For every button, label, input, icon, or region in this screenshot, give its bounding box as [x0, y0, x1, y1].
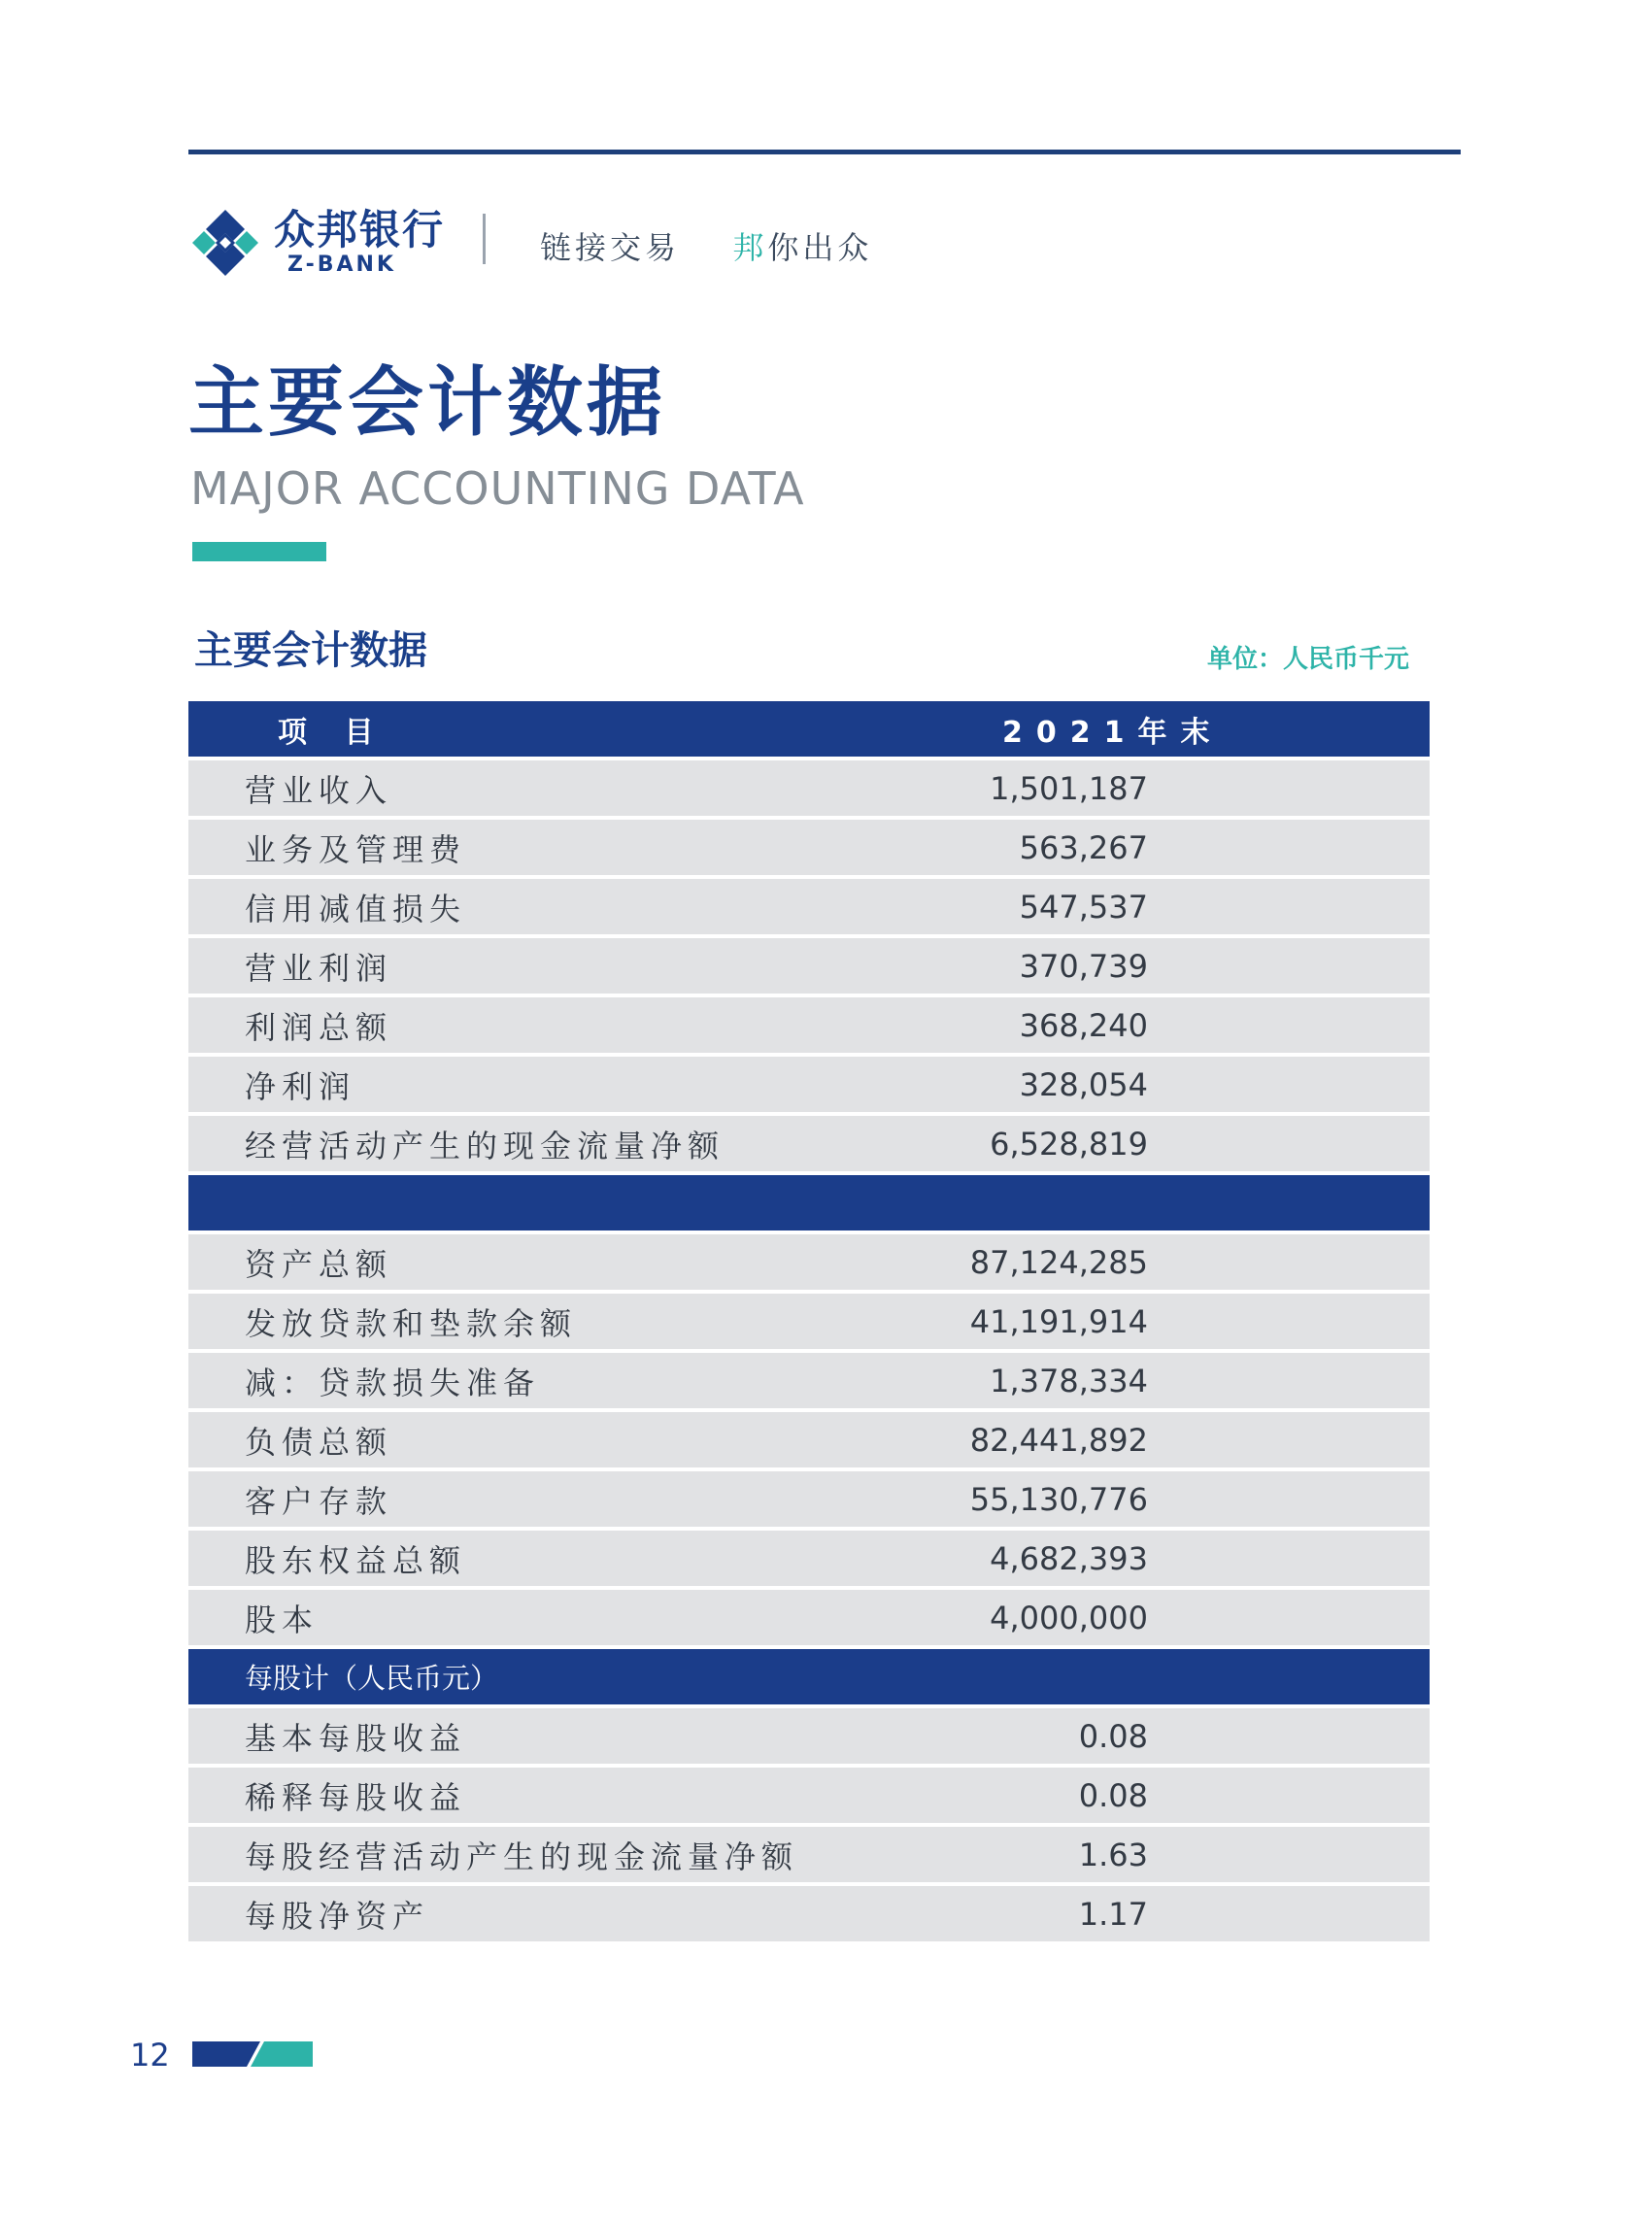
row-value: 0.08 — [864, 1768, 1430, 1823]
row-value: 41,191,914 — [864, 1294, 1430, 1349]
section-title: 主要会计数据 — [194, 628, 427, 673]
row-label: 股东权益总额 — [188, 1531, 864, 1586]
row-value: 563,267 — [864, 820, 1430, 875]
row-value: 368,240 — [864, 997, 1430, 1053]
section-band — [188, 1175, 1430, 1230]
logo-chinese-name: 众邦银行 — [274, 206, 446, 253]
table-row — [188, 1234, 1430, 1290]
brand-divider — [483, 214, 486, 264]
row-label: 营业收入 — [188, 760, 864, 816]
row-label: 减：贷款损失准备 — [188, 1353, 864, 1408]
row-value: 1,501,187 — [864, 760, 1430, 816]
row-value: 55,130,776 — [864, 1471, 1430, 1527]
table-row — [188, 1471, 1430, 1527]
row-label: 利润总额 — [188, 997, 864, 1053]
table-row — [188, 1353, 1430, 1408]
table-row — [188, 997, 1430, 1053]
row-label: 经营活动产生的现金流量净额 — [188, 1116, 864, 1171]
row-label: 发放贷款和垫款余额 — [188, 1294, 864, 1349]
slogan-part2: 你出众 — [767, 229, 873, 266]
section-band-cell — [188, 1175, 1430, 1230]
row-value: 4,682,393 — [864, 1531, 1430, 1586]
slogan — [540, 223, 872, 268]
row-label: 稀释每股收益 — [188, 1768, 864, 1823]
table-row — [188, 820, 1430, 875]
table-row — [188, 1057, 1430, 1112]
page-title: 主要会计数据 — [188, 359, 667, 447]
footer-accent-icon — [192, 2041, 313, 2067]
table-row — [188, 1412, 1430, 1467]
header-value: 2021年末 — [864, 701, 1430, 757]
per-share-section-title: 每股计（人民币元） — [188, 1649, 1430, 1704]
table-row — [188, 1116, 1430, 1171]
row-value: 82,441,892 — [864, 1412, 1430, 1467]
row-label: 资产总额 — [188, 1234, 864, 1290]
page-number: 12 — [130, 2037, 170, 2073]
unit-label: 单位：人民币千元 — [1206, 645, 1409, 674]
row-label: 每股经营活动产生的现金流量净额 — [188, 1827, 864, 1882]
row-value: 1,378,334 — [864, 1353, 1430, 1408]
table-row — [188, 879, 1430, 934]
table-row — [188, 760, 1430, 816]
row-value: 4,000,000 — [864, 1590, 1430, 1645]
table-row — [188, 1768, 1430, 1823]
slogan-part1: 链接交易 — [540, 229, 681, 266]
accounting-data-table — [188, 697, 1430, 1945]
row-label: 每股净资产 — [188, 1886, 864, 1941]
table-row — [188, 938, 1430, 994]
section-band-per-share — [188, 1649, 1430, 1704]
top-rule — [188, 150, 1461, 154]
row-label: 基本每股收益 — [188, 1708, 864, 1764]
row-label: 负债总额 — [188, 1412, 864, 1467]
row-label: 业务及管理费 — [188, 820, 864, 875]
table-row — [188, 1531, 1430, 1586]
row-value: 87,124,285 — [864, 1234, 1430, 1290]
row-value: 0.08 — [864, 1708, 1430, 1764]
row-label: 客户存款 — [188, 1471, 864, 1527]
row-value: 547,537 — [864, 879, 1430, 934]
logo-english-name: Z-BANK — [287, 253, 396, 277]
zbank-logo-icon — [188, 206, 262, 280]
title-accent-bar — [192, 542, 326, 561]
page-subtitle: MAJOR ACCOUNTING DATA — [190, 462, 805, 515]
table-row — [188, 1294, 1430, 1349]
table-row — [188, 1708, 1430, 1764]
row-label: 股本 — [188, 1590, 864, 1645]
row-label: 营业利润 — [188, 938, 864, 994]
table-row — [188, 1590, 1430, 1645]
brand-logo — [188, 206, 445, 280]
table-row — [188, 1886, 1430, 1941]
row-value: 1.63 — [864, 1827, 1430, 1882]
row-value: 328,054 — [864, 1057, 1430, 1112]
row-label: 信用减值损失 — [188, 879, 864, 934]
slogan-accent: 邦 — [732, 229, 768, 266]
row-value: 1.17 — [864, 1886, 1430, 1941]
row-value: 370,739 — [864, 938, 1430, 994]
table-header-row — [188, 701, 1430, 757]
header-item: 项 目 — [188, 701, 864, 757]
table-row — [188, 1827, 1430, 1882]
row-label: 净利润 — [188, 1057, 864, 1112]
row-value: 6,528,819 — [864, 1116, 1430, 1171]
